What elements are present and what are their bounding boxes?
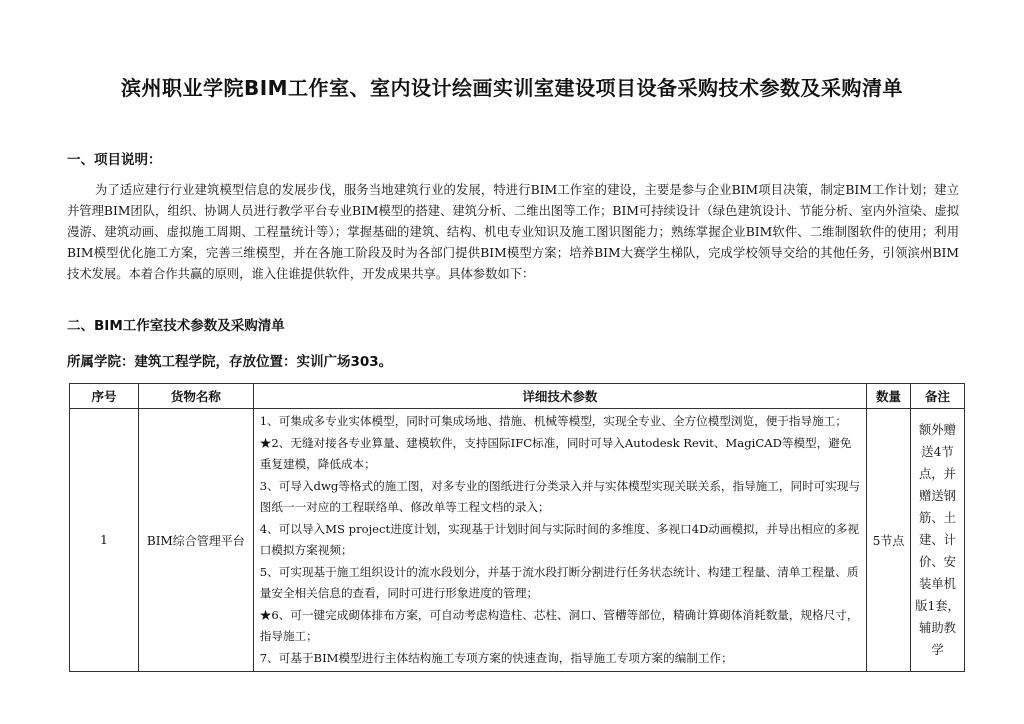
header-note: 备注 bbox=[911, 384, 965, 409]
table-header-row bbox=[70, 384, 965, 409]
header-details: 详细技术参数 bbox=[253, 384, 866, 409]
project-description-paragraph: 为了适应建行行业建筑模型信息的发展步伐，服务当地建筑行业的发展，特进行BIM工作室的建设，主要是参与企业BIM项目决策，制定BIM工作计划；建立并管理BIM团队，组织、协调人员进行教学平台专业BIM模型的搭建、建筑分析、二维出图等工作；BIM可持续设计（绿色建筑设计、节能分析、室内外渲染、虚拟漫游、建筑动画、虚拟施工周期、工程量统计等）；掌握基础的建筑、结构、机电专业知识及施工图识图能力；熟练掌握企业BIM软件、二维制图软件的使用；利用BIM模型优化施工方案，完善三维模型，并在各施工阶段及时为各部门提供BIM模型方案；培养BIM大赛学生梯队，完成学校领导交给的其他任务，引领滨州BIM技术发展。本着合作共赢的原则，谁入住谁提供软件，开发成果共享。具体参数如下： bbox=[67, 183, 959, 281]
document-title: 滨州职业学院BIM工作室、室内设计绘画实训室建设项目设备采购技术参数及采购清单 bbox=[120, 76, 904, 100]
cell-qty: 5节点 bbox=[867, 409, 911, 672]
detail-item: ★2、无缝对接各专业算量、建模软件，支持国际IFC标准，同时可导入Autodesk Revit、MagiCAD等模型，避免重复建模，降低成本； bbox=[259, 435, 852, 471]
table-row bbox=[70, 409, 965, 672]
procurement-table bbox=[69, 383, 965, 672]
detail-item: 1、可集成多专业实体模型，同时可集成场地、措施、机械等模型，实现全专业、全方位模型浏览，便于指导施工； bbox=[259, 414, 847, 428]
detail-item: 3、可导入dwg等格式的施工图，对多专业的图纸进行分类录入并与实体模型实现关联关系，指导施工，同时可实现与图纸一一对应的工程联络单、修改单等工程文档的录入； bbox=[259, 478, 861, 514]
header-index: 序号 bbox=[70, 384, 139, 409]
header-qty: 数量 bbox=[867, 384, 911, 409]
section-heading-project-description: 一、项目说明： bbox=[67, 152, 162, 168]
detail-item: 7、可基于BIM模型进行主体结构施工专项方案的快速查询，指导施工专项方案的编制工作； bbox=[259, 650, 733, 665]
detail-item: 4、可以导入MS project进度计划，实现基于计划时间与实际时间的多维度、多视口4D动画模拟，并导出相应的多视口模拟方案视频； bbox=[259, 521, 860, 557]
cell-note: 额外赠送4节点，并赠送钢筋、土建、计价、安装单机版1套，辅助教学 bbox=[911, 409, 965, 672]
header-name: 货物名称 bbox=[138, 384, 253, 409]
cell-index: 1 bbox=[70, 409, 139, 672]
cell-details bbox=[253, 409, 866, 672]
location-info: 所属学院：建筑工程学院，存放位置：实训广场303。 bbox=[67, 354, 393, 370]
cell-name: BIM综合管理平台 bbox=[138, 409, 253, 672]
detail-item: ★6、可一键完成砌体排布方案，可自动考虑构造柱、芯柱、洞口、管槽等部位，精确计算砌体消耗数量，规格尺寸，指导施工； bbox=[259, 607, 859, 643]
detail-item: 5、可实现基于施工组织设计的流水段划分，并基于流水段打断分割进行任务状态统计、构建工程量、清单工程量、质量安全相关信息的查看，同时可进行形象进度的管理； bbox=[259, 564, 859, 600]
section-heading-bim-list: 二、BIM工作室技术参数及采购清单 bbox=[67, 318, 285, 334]
